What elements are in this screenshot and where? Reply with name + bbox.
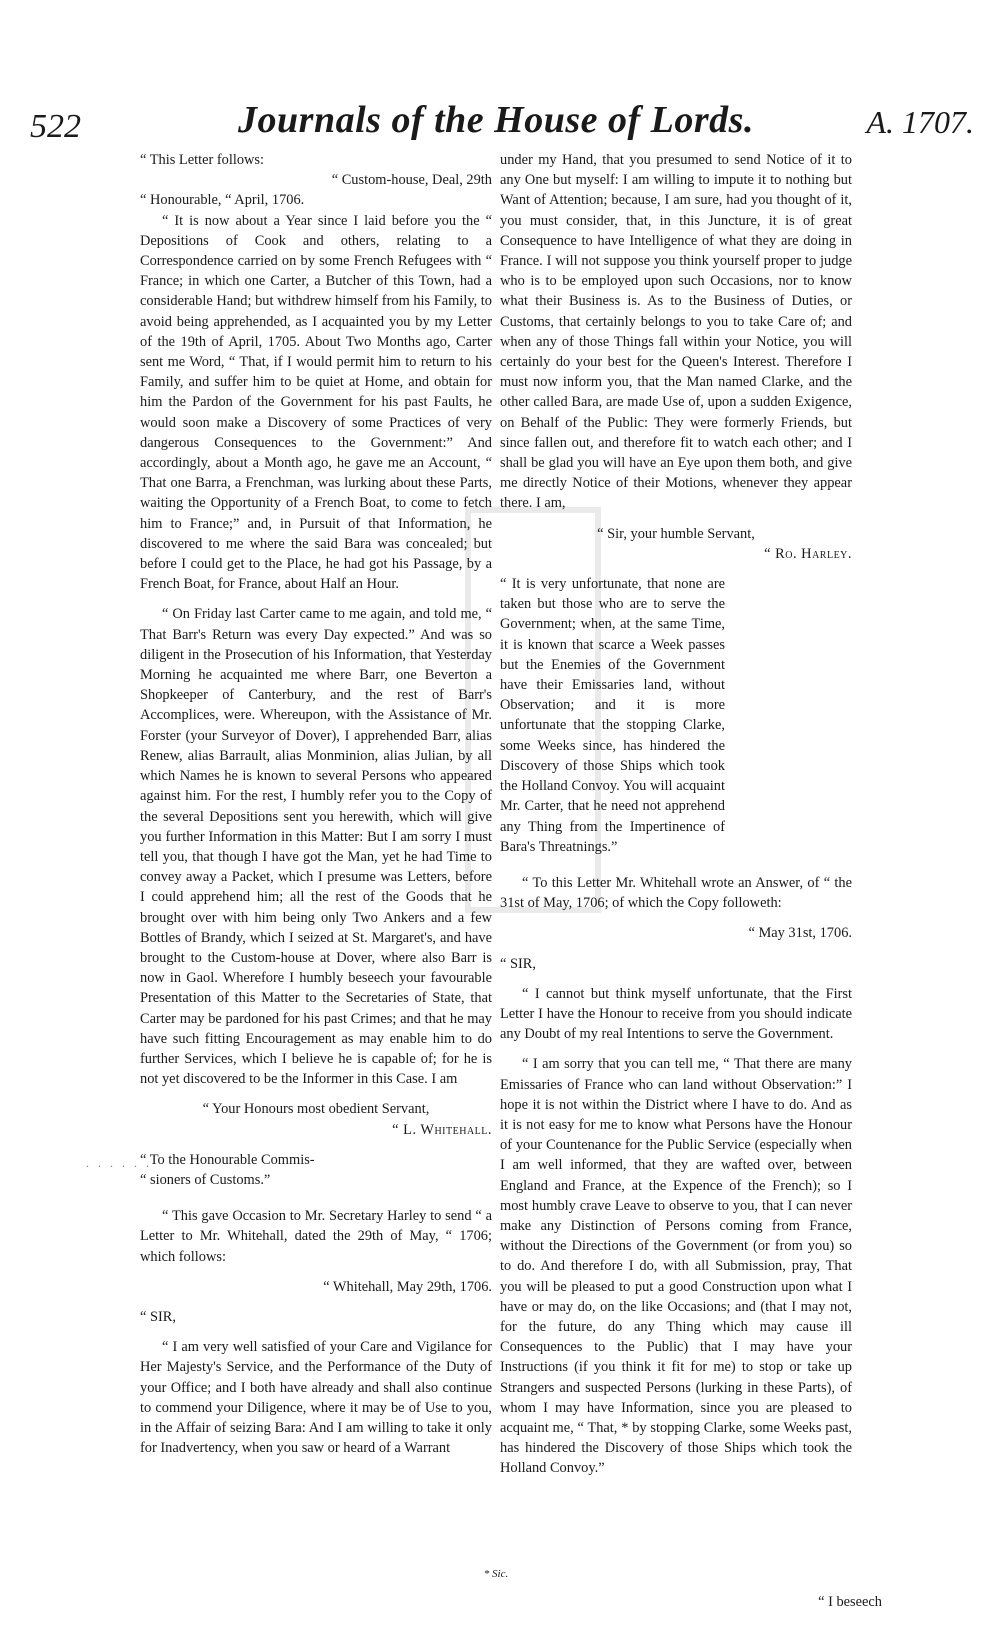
paragraph: “ L. Whitehall. bbox=[392, 1121, 492, 1138]
paragraph: “ Your Honours most obedient Servant, bbox=[202, 1101, 430, 1118]
margin-dots: . . . . . . bbox=[86, 1156, 152, 1170]
paragraph: “ May 31st, 1706. bbox=[748, 925, 852, 942]
page-number: 522 bbox=[30, 108, 81, 145]
paragraph: “ Whitehall, May 29th, 1706. bbox=[323, 1278, 492, 1295]
paragraph: “ Ro. Harley. bbox=[764, 545, 852, 562]
paragraph: “ This gave Occasion to Mr. Secretary Harley to send “ a Letter to Mr. Whitehall, dated the 29th of May, “ 1706; which follows: bbox=[140, 1208, 492, 1265]
page-title: Journals of the House of Lords. bbox=[238, 99, 754, 141]
paragraph: “ I am sorry that you can tell me, “ That there are many Emissaries of France who can land without Observation:” I hope it is not within the District where I have to do. And as it is not easy for me to know what Persons have the Honour of your Countenance for the Public Service (especially when I am well informed, that they are wafted over, between England and France, at the Expence of the French); so I most humbly crave Leave to observe to you, that I can never make any Distinction of Persons coming from France, without the Directions of the Government (or from you) so to do. And therefore I do, with all Submission, pray, That you will be pleased to put a good Construction upon what I have or may do, on the like Occasions; and (that I may not, for the future, do any Thing which may cause ill Consequences to the Public) that I may have your Instructions (if you think it fit for me) to stop or take up Strangers and suspected Persons (lurking in these Parts), of whom I may have Information, since you are pleased to acquaint me, “ That, * by stopping Clarke, some Weeks past, has hindered the Discovery of those Ships which took the Holland Convoy.” bbox=[500, 1056, 852, 1477]
running-header bbox=[0, 78, 992, 145]
paragraph: “ It is now about a Year since I laid before you the “ Depositions of Cook and others, relating to a Correspondence carried on by some French Refugees with “ France; in which one Carter, a Butcher of this Town, had a considerable Hand; but withdrew himself from his Family, to avoid being apprehended, as I acquainted you by my Letter of the 19th of April, 1705. About Two Months ago, Carter sent me Word, “ That, if I would permit him to return to his Family, and suffer him to be quiet at Home, and obtain for him the Pardon of the Government for his past Faults, he would soon make a Discovery of some Practices of very dangerous Consequences to the Government:” And accordingly, about a Month ago, he gave me an Account, “ That one Barra, a Frenchman, was lurking about these Parts, waiting the Opportunity of a French Boat, to come to fetch him to France;” and, in Pursuit of that Information, he discovered to me where the said Bara was concealed; but before I could get to the Place, he had got his Passage, by a French Boat, for France, about Half an Hour. bbox=[140, 212, 492, 593]
paragraph: “ SIR, bbox=[500, 955, 536, 972]
paragraph: “ It is very unfortunate, that none are taken but those who are to serve the Government; when, at the same Time, it is known that scarce a Week passes but the Enemies of the Government have their Emissaries land, without Observation; and it is more unfortunate that the stopping Clarke, some Weeks since, has hindered the Discovery of those Ships which took the Holland Convoy. You will acquaint Mr. Carter, that he need not apprehend any Thing from the Impertinence of Bara's Threatnings.” bbox=[500, 576, 725, 855]
left-column bbox=[140, 150, 492, 1458]
right-column bbox=[500, 150, 852, 1479]
paragraph: “ Sir, your humble Servant, bbox=[597, 525, 755, 542]
paragraph: “ Honourable, “ April, 1706. bbox=[140, 192, 305, 209]
paragraph: “ sioners of Customs.” bbox=[140, 1171, 271, 1188]
catchword: “ I beseech bbox=[818, 1594, 882, 1610]
paragraph: “ I cannot but think myself unfortunate, that the First Letter I have the Honour to receive from you should indicate any Doubt of my real Intentions to serve the Government. bbox=[500, 985, 852, 1043]
paragraph: “ Custom-house, Deal, 29th bbox=[331, 172, 492, 189]
footnote: * Sic. bbox=[483, 1568, 509, 1580]
paragraph: “ To the Honourable Commis- bbox=[140, 1151, 315, 1168]
paragraph: “ This Letter follows: bbox=[140, 152, 265, 168]
paragraph: “ On Friday last Carter came to me again, and told me, “ That Barr's Return was every Day expected.” And was so diligent in the Prosecution of his Information, that Yesterday Morning he acquainted me where Barr, one Beverton a Shopkeeper of Canterbury, and the rest of Barr's Accomplices, were. Whereupon, with the Assistance of Mr. Forster (your Surveyor of Dover), I apprehended Barr, alias Renew, alias Barrault, alias Monminion, alias Julian, by all which Names he is known to several Persons who appeared against him. For the rest, I humbly refer you to the Copy of the several Depositions sent you herewith, which will give you further Information in this Matter: But I am sorry I must tell you, that though I have got the Man, yet he had Time to convey away a Packet, which I presume was Letters, before I could apprehend him; all the rest of the Goods that he brought over with him being only Two Ankers and a few Bottles of Brandy, which I seized at St. Margaret's, and have brought to the Custom-house at Dover, where also Barr is now in Gaol. Wherefore I humbly beseech your favourable Presentation of this Matter to the Secretaries of State, that Carter may be pardoned for his past Crimes; and that he may have such fitting Encouragement as may enable him to do further Services, which I believe he is capable of; for he is not yet discovered to be the Informer in this Case. I am bbox=[140, 606, 492, 1088]
paragraph: “ To this Letter Mr. Whitehall wrote an Answer, of “ the 31st of May, 1706; of which the Copy followeth: bbox=[500, 874, 852, 912]
page-year: A. 1707. bbox=[866, 104, 974, 140]
paragraph: “ SIR, bbox=[140, 1308, 176, 1325]
paragraph: under my Hand, that you presumed to send Notice of it to any One but myself: I am willing to impute it to nothing but Want of Attention; because, I am sure, had you thought of it, you must consider, that, in this Juncture, it is of great Consequence to have Intelligence of what they are doing in France. I will not suppose you think yourself proper to judge who is to be employed upon such Occasions, nor to know what their Business is. As to the Business of Duties, or Customs, that certainly belongs to you to take Care of; and when any of those Things fall within your Notice, you will certainly do your best for the Queen's Interest. Therefore I must now inform you, that the Man named Clarke, and the other called Bara, are made Use of, upon a sudden Exigence, on Behalf of the Public: They were formerly Friends, but since fallen out, and therefore fit to watch each other; and I shall be glad you will have an Eye upon them both, and give me directly Notice of their Motions, whenever they appear there. I am, bbox=[500, 152, 852, 512]
paragraph: “ I am very well satisfied of your Care and Vigilance for Her Majesty's Service, and the Performance of the Duty of your Office; and I both have already and shall also continue to commend your Diligence, where it may be of Use to you, in the Affair of seizing Bara: And I am willing to take it only for Inadvertency, when you saw or heard of a Warrant bbox=[140, 1339, 492, 1457]
